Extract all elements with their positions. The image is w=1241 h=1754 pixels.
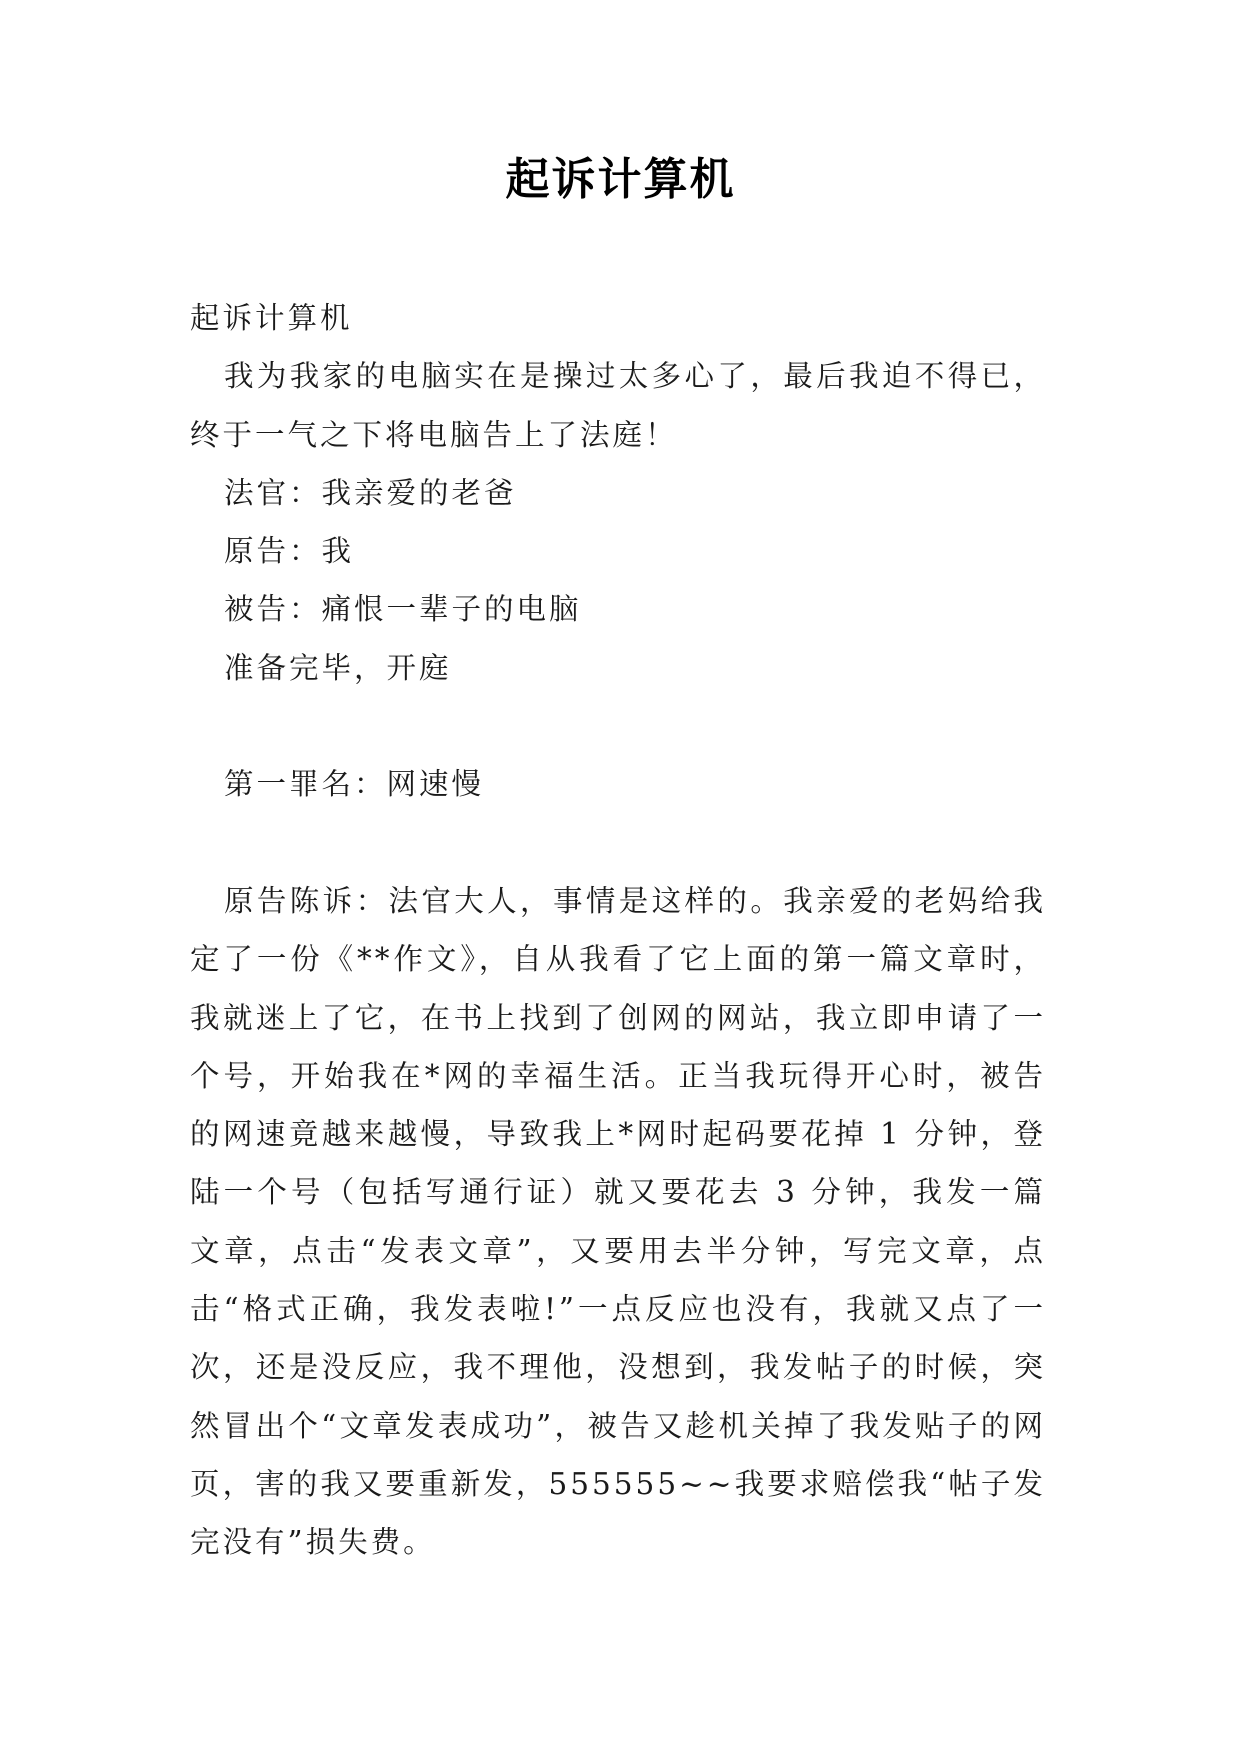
judge-line: 法官：我亲爱的老爸	[224, 475, 517, 510]
blank-line	[190, 697, 1046, 755]
court-open-line: 准备完毕，开庭	[224, 650, 452, 685]
document-body	[190, 289, 1046, 1572]
intro-paragraph: 我为我家的电脑实在是操过太多心了，最后我迫不得已，终于一气之下将电脑告上了法庭！	[190, 359, 1046, 452]
subtitle-paragraph: 起诉计算机	[190, 301, 353, 335]
defendant-line: 被告：痛恨一辈子的电脑	[224, 592, 582, 627]
first-charge-heading: 第一罪名：网速慢	[224, 767, 485, 802]
document-title: 起诉计算机	[505, 154, 736, 205]
plaintiff-statement-paragraph: 原告陈诉：法官大人，事情是这样的。我亲爱的老妈给我定了一份《**作文》，自从我看了它上面的第一篇文章时，我就迷上了它，在书上找到了创网的网站，我立即申请了一个号，开始我在*网的幸福生活。正当我玩得开心时，被告的网速竟越来越慢，导致我上*网时起码要花掉 1 分钟，登陆一个号（包括写通行证）就又要花去 3 分钟，我发一篇文章，点击“发表文章”，又要用去半分钟，写完文章，点击“格式正确，我发表啦!”一点反应也没有，我就又点了一次，还是没反应，我不理他，没想到，我发帖子的时候，突然冒出个“文章发表成功”，被告又趁机关掉了我发贴子的网页，害的我又要重新发，555555~~我要求赔偿我“帖子发完没有”损失费。	[190, 883, 1046, 1560]
blank-line	[190, 814, 1046, 872]
plaintiff-line: 原告：我	[224, 534, 355, 569]
